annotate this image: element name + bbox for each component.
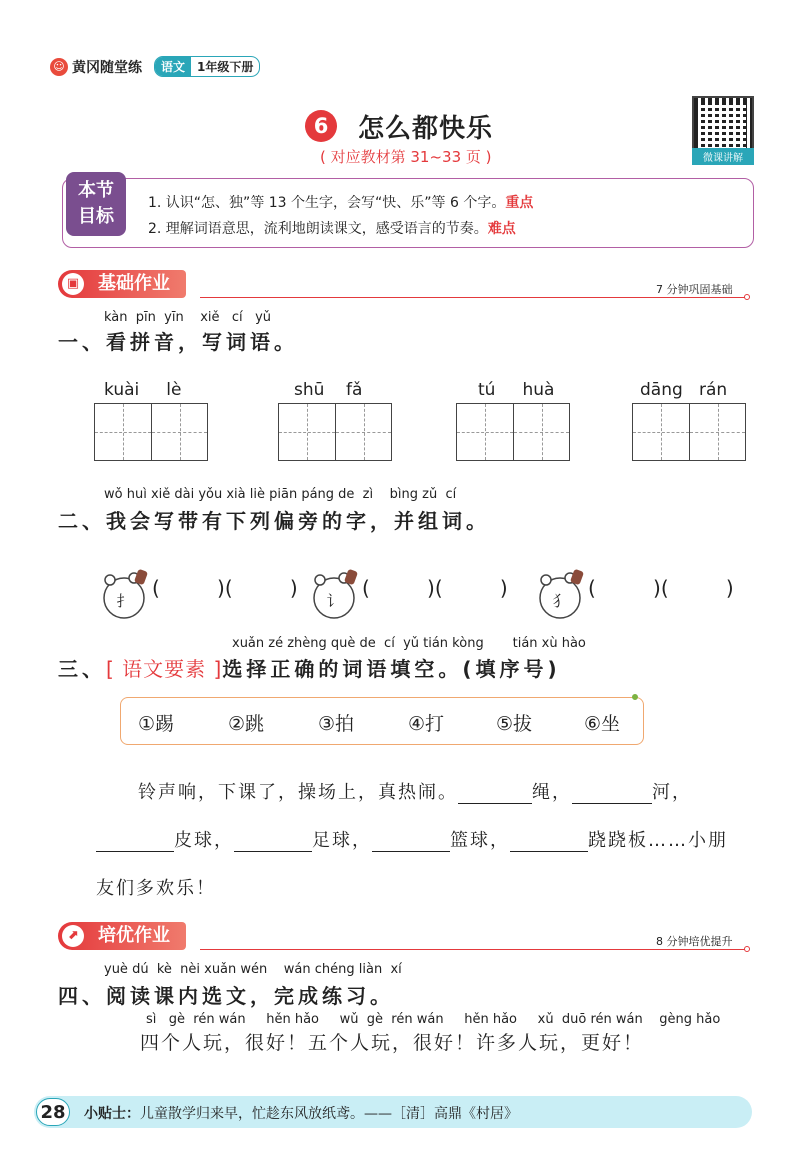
section-advanced-note: 8 分钟培优提升 (656, 935, 733, 948)
reading-text: 四个人玩，很好！五个人玩，很好！许多人玩，更好！ (140, 1032, 645, 1054)
q4-text: 四、阅读课内选文，完成练习。 (58, 984, 394, 1008)
q3-line3: 友们多欢乐！ (96, 878, 216, 899)
answer-parens[interactable]: ( )( ) (588, 576, 734, 600)
q1-text: 一、看拼音，写词语。 (58, 330, 298, 354)
radical-label: 扌 (116, 592, 132, 610)
subject-label: 语文 (155, 57, 191, 76)
qr-label: 微课讲解 (692, 148, 754, 165)
bear-icon (536, 566, 584, 620)
q3-line2-a: 皮球， (174, 830, 234, 851)
tip-label: 小贴士： (84, 1106, 140, 1122)
q3-line1-a: 绳， (532, 782, 572, 803)
divider-dot (744, 294, 750, 300)
answer-parens[interactable]: ( )( ) (152, 576, 298, 600)
answer-blank[interactable] (510, 832, 588, 852)
section-basic-header (58, 270, 186, 298)
word-pinyin: tú huà (478, 380, 555, 400)
option-item: ⑥坐 (584, 713, 621, 735)
q3-tag: [ 语文要素 ] (106, 657, 223, 681)
divider-dot (744, 946, 750, 952)
page-number: 28 (36, 1098, 70, 1126)
q3-prefix: 三、 (58, 657, 106, 681)
answer-blank[interactable] (372, 832, 450, 852)
chart-icon: ⬈ (62, 925, 84, 947)
option-item: ①踢 (138, 713, 175, 735)
section-divider (200, 297, 746, 298)
section-advanced-title: 培优作业 (98, 925, 170, 946)
option-item: ④打 (408, 713, 445, 735)
section-divider (200, 949, 746, 950)
section-basic-note: 7 分钟巩固基础 (656, 283, 733, 296)
answer-blank[interactable] (234, 832, 312, 852)
answer-blank[interactable] (458, 784, 532, 804)
q1-pinyin: kàn pīn yīn xiě cí yǔ (104, 310, 272, 325)
q3-line1-b: 河， (652, 782, 692, 803)
goal-item (148, 192, 533, 212)
q3-line2-d: 跷跷板……小朋 (588, 830, 728, 851)
q3-pinyin: xuǎn zé zhèng què de cí yǔ tián kòng tián xù hào (232, 636, 586, 651)
writing-grid[interactable] (278, 403, 392, 461)
q2-pinyin: wǒ huì xiě dài yǒu xià liè piān páng de zì bìng zǔ cí (104, 487, 457, 502)
goals-tag-line2: 目标 (78, 206, 114, 227)
writing-grid[interactable] (632, 403, 746, 461)
brand-name: 黄冈随堂练 (72, 59, 142, 76)
word-pinyin: dāng rán (640, 380, 728, 400)
lesson-number: 6 (305, 110, 337, 142)
tip-text: 儿童散学归来早，忙趁东风放纸鸢。——［清］高鼎《村居》 (140, 1106, 518, 1122)
option-item: ②跳 (228, 713, 265, 735)
lesson-title: 怎么都快乐 (358, 114, 494, 144)
footer-tip (84, 1103, 518, 1123)
q2-text: 二、我会写带有下列偏旁的字，并组词。 (58, 509, 490, 533)
word-pinyin: shū fǎ (294, 380, 363, 400)
writing-grid[interactable] (94, 403, 208, 461)
q3-line2-b: 足球， (312, 830, 372, 851)
q3-line2-c: 篮球， (450, 830, 510, 851)
bear-icon (100, 566, 148, 620)
option-item: ⑤拔 (496, 713, 533, 735)
option-item: ③拍 (318, 713, 355, 735)
options-dot (632, 694, 638, 700)
answer-blank[interactable] (96, 832, 174, 852)
smile-icon: ☺ (50, 58, 68, 76)
goals-tag (66, 172, 126, 236)
goal-mark: 难点 (487, 221, 516, 237)
grade-label: 1年级下册 (197, 60, 254, 74)
brand-header (50, 56, 260, 77)
goal-text: 1. 认识“怎、独”等 13 个生字，会写“快、乐”等 6 个字。 (148, 195, 506, 211)
cube-icon: ▣ (62, 273, 84, 295)
answer-parens[interactable]: ( )( ) (362, 576, 508, 600)
goals-tag-line1: 本节 (78, 180, 114, 201)
word-pinyin: kuài lè (104, 380, 182, 400)
answer-blank[interactable] (572, 784, 652, 804)
radical-label: 讠 (326, 592, 342, 610)
q3-line1 (138, 778, 692, 804)
options-box (120, 697, 644, 745)
goal-item (148, 218, 516, 238)
q3-line1-start: 铃声响，下课了，操场上，真热闹。 (138, 782, 458, 803)
lesson-pages: ( 对应教材第 31~33 页 ) (320, 148, 492, 166)
goal-text: 2. 理解词语意思，流利地朗读课文，感受语言的节奏。 (148, 221, 488, 237)
q3-line2 (96, 826, 728, 852)
radical-label: 犭 (552, 592, 568, 610)
section-basic-title: 基础作业 (98, 273, 170, 294)
section-advanced-header (58, 922, 186, 950)
q3-text: 选择正确的词语填空。(填序号) (222, 657, 561, 681)
q3-text-row (58, 653, 561, 682)
reading-pinyin: sì gè rén wán hěn hǎo wǔ gè rén wán hěn hǎo xǔ duō rén wán gèng hǎo (146, 1012, 721, 1027)
q4-pinyin: yuè dú kè nèi xuǎn wén wán chéng liàn xí (104, 962, 402, 977)
goal-mark: 重点 (505, 195, 534, 211)
writing-grid[interactable] (456, 403, 570, 461)
subject-badge (154, 56, 260, 77)
bear-icon (310, 566, 358, 620)
